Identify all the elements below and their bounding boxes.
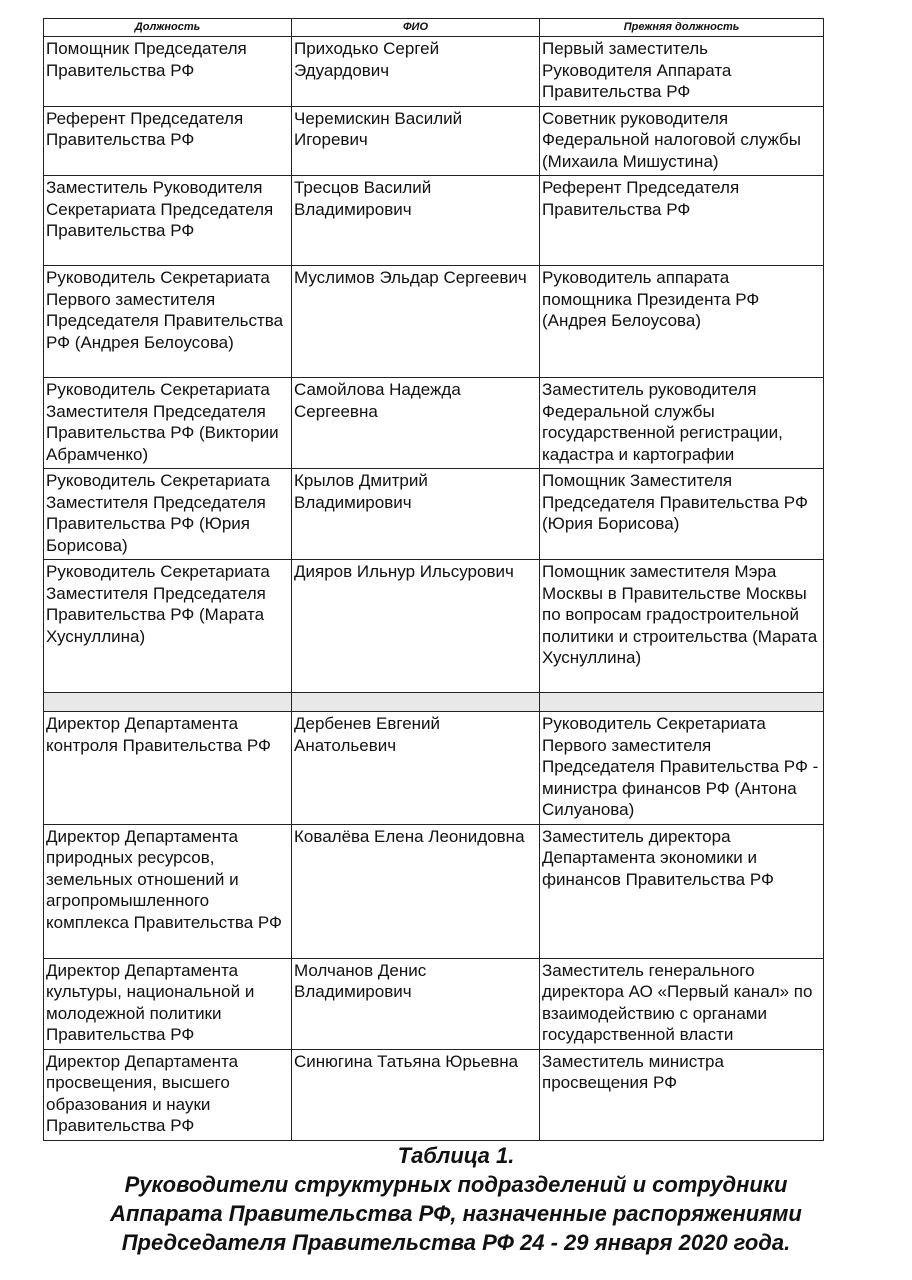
full-name-cell: Тресцов Василий Владимирович <box>292 176 540 266</box>
header-previous-position: Прежняя должность <box>540 19 824 37</box>
full-name-cell: Молчанов Денис Владимирович <box>292 958 540 1049</box>
previous-position-cell: Заместитель генерального директора АО «Первый канал» по взаимодействию с органами государственной власти <box>540 958 824 1049</box>
table-row <box>44 266 824 378</box>
table-caption <box>0 1141 912 1257</box>
full-name-cell: Самойлова Надежда Сергеевна <box>292 378 540 469</box>
caption-title-line: Аппарата Правительства РФ, назначенные распоряжениями <box>110 1201 802 1226</box>
separator-row <box>44 693 824 712</box>
table-header-row <box>44 19 824 37</box>
separator-cell <box>540 693 824 712</box>
appointments-table <box>43 18 824 1141</box>
previous-position-cell: Заместитель директора Департамента экономики и финансов Правительства РФ <box>540 824 824 958</box>
previous-position-cell: Первый заместитель Руководителя Аппарата Правительства РФ <box>540 37 824 107</box>
caption-title-line: Руководители структурных подразделений и сотрудники <box>124 1172 788 1197</box>
full-name-cell: Синюгина Татьяна Юрьевна <box>292 1049 540 1140</box>
table-row <box>44 958 824 1049</box>
appointments-table-container <box>43 18 823 1141</box>
position-cell: Референт Председателя Правительства РФ <box>44 106 292 176</box>
position-cell: Руководитель Секретариата Первого заместителя Председателя Правительства РФ (Андрея Белоусова) <box>44 266 292 378</box>
table-row <box>44 378 824 469</box>
previous-position-cell: Помощник Заместителя Председателя Правительства РФ (Юрия Борисова) <box>540 469 824 560</box>
header-position: Должность <box>44 19 292 37</box>
caption-title-line: Председателя Правительства РФ 24 - 29 января 2020 года. <box>121 1230 791 1255</box>
position-cell: Директор Департамента контроля Правительства РФ <box>44 712 292 825</box>
full-name-cell: Ковалёва Елена Леонидовна <box>292 824 540 958</box>
previous-position-cell: Помощник заместителя Мэра Москвы в Правительстве Москвы по вопросам градостроительной политики и строительства (Марата Хуснуллина) <box>540 560 824 693</box>
table-row <box>44 1049 824 1140</box>
position-cell: Директор Департамента просвещения, высшего образования и науки Правительства РФ <box>44 1049 292 1140</box>
header-full-name: ФИО <box>292 19 540 37</box>
table-row <box>44 712 824 825</box>
full-name-cell: Черемискин Василий Игоревич <box>292 106 540 176</box>
previous-position-cell: Референт Председателя Правительства РФ <box>540 176 824 266</box>
full-name-cell: Муслимов Эльдар Сергеевич <box>292 266 540 378</box>
position-cell: Руководитель Секретариата Заместителя Председателя Правительства РФ (Марата Хуснуллина) <box>44 560 292 693</box>
table-row <box>44 824 824 958</box>
full-name-cell: Дербенев Евгений Анатольевич <box>292 712 540 825</box>
previous-position-cell: Руководитель Секретариата Первого заместителя Председателя Правительства РФ - министра финансов РФ (Антона Силуанова) <box>540 712 824 825</box>
separator-cell <box>44 693 292 712</box>
full-name-cell: Дияров Ильнур Ильсурович <box>292 560 540 693</box>
position-cell: Руководитель Секретариата Заместителя Председателя Правительства РФ (Виктории Абрамченко) <box>44 378 292 469</box>
previous-position-cell: Заместитель министра просвещения РФ <box>540 1049 824 1140</box>
table-row <box>44 560 824 693</box>
table-row <box>44 469 824 560</box>
position-cell: Директор Департамента природных ресурсов, земельных отношений и агропромышленного комплекса Правительства РФ <box>44 824 292 958</box>
previous-position-cell: Заместитель руководителя Федеральной службы государственной регистрации, кадастра и картографии <box>540 378 824 469</box>
position-cell: Помощник Председателя Правительства РФ <box>44 37 292 107</box>
previous-position-cell: Руководитель аппарата помощника Президента РФ (Андрея Белоусова) <box>540 266 824 378</box>
table-row <box>44 176 824 266</box>
full-name-cell: Приходько Сергей Эдуардович <box>292 37 540 107</box>
full-name-cell: Крылов Дмитрий Владимирович <box>292 469 540 560</box>
table-row <box>44 37 824 107</box>
position-cell: Директор Департамента культуры, национальной и молодежной политики Правительства РФ <box>44 958 292 1049</box>
position-cell: Руководитель Секретариата Заместителя Председателя Правительства РФ (Юрия Борисова) <box>44 469 292 560</box>
separator-cell <box>292 693 540 712</box>
caption-table-number: Таблица 1. <box>397 1143 515 1168</box>
position-cell: Заместитель Руководителя Секретариата Председателя Правительства РФ <box>44 176 292 266</box>
previous-position-cell: Советник руководителя Федеральной налоговой службы (Михаила Мишустина) <box>540 106 824 176</box>
table-row <box>44 106 824 176</box>
